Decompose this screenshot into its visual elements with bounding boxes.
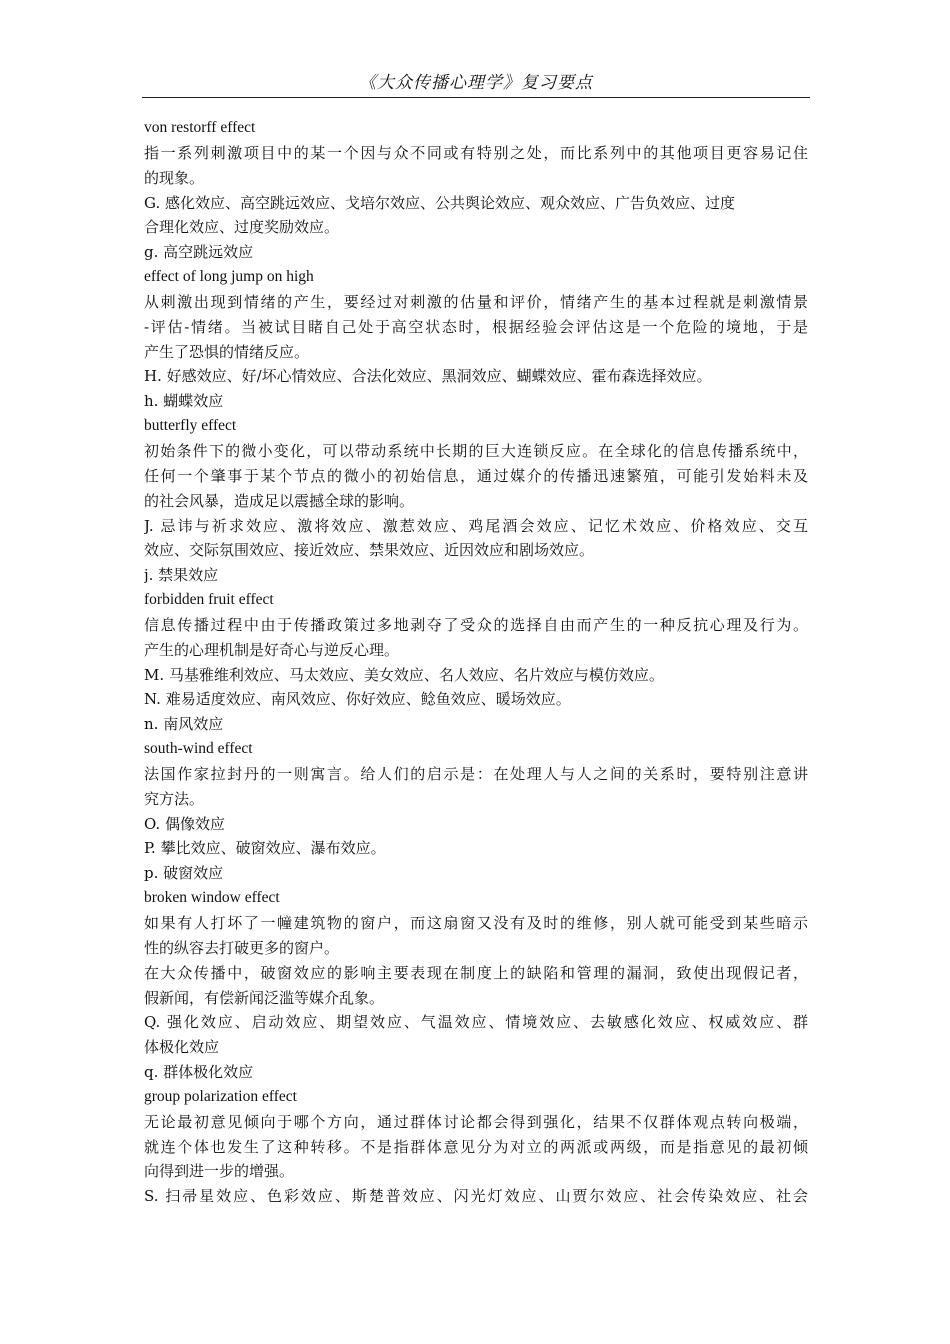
document-title: 《大众传播心理学》复习要点	[359, 73, 593, 93]
text-line: 合理化效应、过度奖励效应。	[144, 218, 340, 237]
text-line: 在大众传播中，破窗效应的影响主要表现在制度上的缺陷和管理的漏洞，致使出现假记者，	[144, 963, 808, 982]
text-line: h. 蝴蝶效应	[144, 392, 224, 411]
text-line: G. 感化效应、高空跳远效应、戈培尔效应、公共舆论效应、观众效应、广告负效应、过度	[144, 193, 735, 212]
text-line: S. 扫帚星效应、色彩效应、斯楚普效应、闪光灯效应、山贾尔效应、社会传染效应、社会	[144, 1187, 808, 1206]
text-line: g. 高空跳远效应	[144, 243, 254, 262]
text-line: 产生了恐惧的情绪反应。	[144, 342, 310, 361]
text-line: butterfly effect	[144, 417, 237, 435]
text-line: 初始条件下的微小变化，可以带动系统中长期的巨大连锁反应。在全球化的信息传播系统中，	[144, 441, 808, 460]
text-line: J. 忌讳与祈求效应、激将效应、激惹效应、鸡尾酒会效应、记忆术效应、价格效应、交互	[144, 516, 808, 535]
text-line: forbidden fruit effect	[144, 591, 274, 609]
page-header	[142, 64, 810, 98]
text-line: effect of long jump on high	[144, 268, 314, 286]
text-line: von restorff effect	[144, 119, 256, 136]
text-line: 性的纵容去打破更多的窗户。	[144, 938, 340, 957]
text-line: 假新闻，有偿新闻泛滥等媒介乱象。	[144, 988, 385, 1007]
text-line: H. 好感效应、好/坏心情效应、合法化效应、黑洞效应、蝴蝶效应、霍布森选择效应。	[144, 367, 712, 386]
text-line: M. 马基雅维利效应、马太效应、美女效应、名人效应、名片效应与模仿效应。	[144, 665, 664, 684]
text-line: broken window effect	[144, 889, 280, 907]
text-line: 就连个体也发生了这种转移。不是指群体意见分为对立的两派或两级，而是指意见的最初倾	[144, 1137, 808, 1156]
text-line: 效应、交际氛围效应、接近效应、禁果效应、近因效应和剧场效应。	[144, 541, 595, 560]
text-line: -评估-情绪。当被试目睹自己处于高空状态时，根据经验会评估这是一个危险的境地，于是	[144, 317, 808, 336]
text-line: 的现象。	[144, 168, 205, 187]
text-line: O. 偶像效应	[144, 814, 225, 833]
text-line: p. 破窗效应	[144, 864, 224, 883]
text-line: 指一系列刺激项目中的某一个因与众不同或有特别之处，而比系列中的其他项目更容易记住	[144, 143, 808, 162]
text-line: 究方法。	[144, 789, 205, 808]
text-line: j. 禁果效应	[144, 566, 219, 585]
text-line: Q. 强化效应、启动效应、期望效应、气温效应、情境效应、去敏感化效应、权威效应、群	[144, 1013, 808, 1032]
text-line: 向得到进一步的增强。	[144, 1162, 295, 1181]
text-line: 产生的心理机制是好奇心与逆反心理。	[144, 640, 400, 659]
text-line: P. 攀比效应、破窗效应、瀑布效应。	[144, 839, 386, 858]
text-line: 如果有人打坏了一幢建筑物的窗户，而这扇窗又没有及时的维修，别人就可能受到某些暗示	[144, 914, 808, 932]
text-line: 法国作家拉封丹的一则寓言。给人们的启示是：在处理人与人之间的关系时，要特别注意讲	[144, 764, 808, 783]
header-divider	[142, 97, 810, 98]
text-line: 体极化效应	[144, 1038, 220, 1057]
text-line: south-wind effect	[144, 740, 253, 758]
text-line: group polarization effect	[144, 1087, 297, 1105]
text-line: n. 南风效应	[144, 715, 224, 734]
text-line: 任何一个肇事于某个节点的微小的初始信息，通过媒介的传播迅速繁殖，可能引发始料未及	[144, 466, 808, 485]
text-line: 信息传播过程中由于传播政策过多地剥夺了受众的选择自由而产生的一种反抗心理及行为。	[144, 615, 808, 634]
text-line: 无论最初意见倾向于哪个方向，通过群体讨论都会得到强化，结果不仅群体观点转向极端，	[144, 1112, 808, 1131]
text-line: 从刺激出现到情绪的产生，要经过对刺激的估量和评价，情绪产生的基本过程就是刺激情景	[144, 292, 808, 311]
document-body	[144, 116, 808, 1209]
text-line: q. 群体极化效应	[144, 1063, 254, 1082]
text-line: 的社会风暴，造成足以震撼全球的影响。	[144, 491, 415, 510]
text-line: N. 难易适度效应、南风效应、你好效应、鲶鱼效应、暖场效应。	[144, 690, 571, 709]
